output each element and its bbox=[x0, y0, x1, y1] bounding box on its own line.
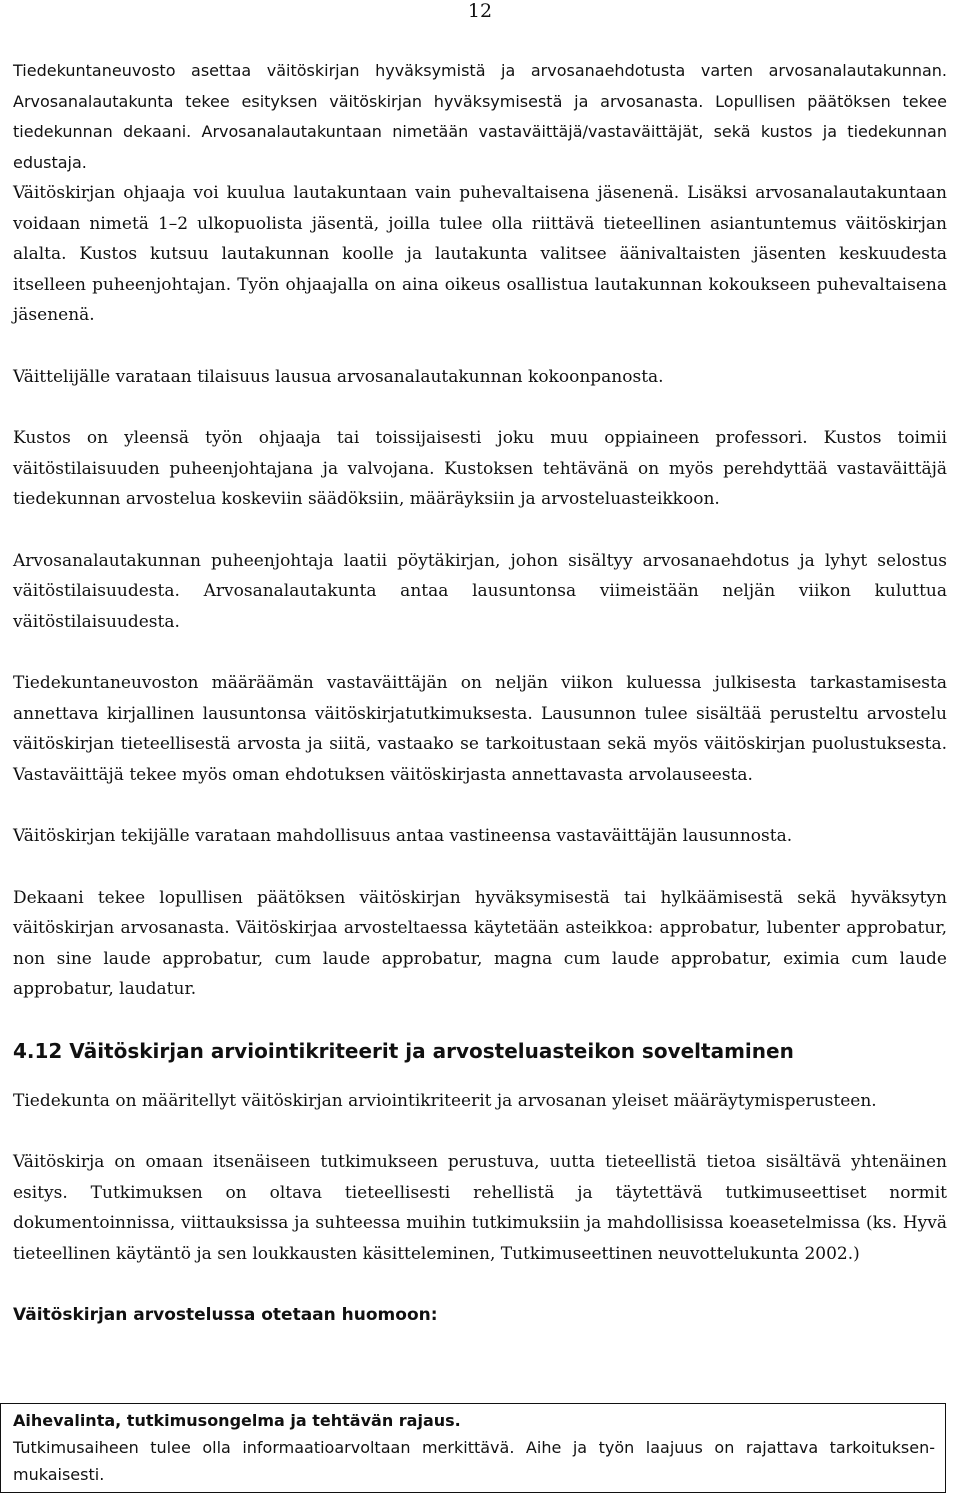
paragraph-gap bbox=[13, 1269, 947, 1300]
subheading-evaluation: Väitöskirjan arvostelussa otetaan huomoon: bbox=[13, 1305, 438, 1325]
document-body bbox=[13, 56, 947, 1330]
paragraph-gap bbox=[13, 1066, 947, 1086]
section-heading: 4.12 Väitöskirjan arviointikriteerit ja arvosteluasteikon soveltaminen bbox=[13, 1038, 794, 1063]
paragraph-gap bbox=[13, 392, 947, 423]
criteria-box-title: Aihevalinta, tutkimusongelma ja tehtävän rajaus. bbox=[13, 1411, 461, 1430]
paragraph-thesis-definition: Väitöskirja on omaan itsenäiseen tutkimukseen perustuva, uutta tieteellistä tietoa sisältävä yhtenäinen esitys. Tutkimuksen on oltava tieteellisesti rehellistä ja täytettävä tutkimuseettiset normit dokumentoinnissa, viittauksissa ja suhteessa muihin tutkimuksiin ja mahdollisissa koeasetelmissa (ks. Hyvä tieteellinen käytäntö ja sen loukkausten käsitteleminen, Tutkimuseettinen neuvottelukunta 2002.) bbox=[13, 1152, 947, 1264]
paragraph-kustos: Kustos on yleensä työn ohjaaja tai toissijaisesti joku muu oppiaineen professori. Kustos toimii väitöstilaisuuden puheenjohtajana ja valvojana. Kustoksen tehtävänä on myös perehdyttää vastaväittäjä tiedekunnan arvostelua koskeviin säädöksiin, määräyksiin ja arvosteluasteikkoon. bbox=[13, 428, 947, 509]
paragraph-committee-intro: Tiedekuntaneuvosto asettaa väitöskirjan hyväksymistä ja arvosanaehdotusta varten arvosanalautakunnan. Arvosanalautakunta tekee esityksen väitöskirjan hyväksymisestä ja arvosanasta. Lopullisen päätöksen tekee tiedekunnan dekaani. Arvosanalautakuntaan nimetään vastaväittäjä/vastaväittäjät, sekä kustos ja tiedekunnan edustaja. bbox=[13, 61, 947, 172]
paragraph-gap bbox=[13, 790, 947, 821]
criteria-box bbox=[0, 1403, 946, 1493]
paragraph-opponent-statement: Tiedekuntaneuvoston määräämän vastaväittäjän on neljän viikon kuluessa julkisesta tarkastamisesta annettava kirjallinen lausuntonsa väitöskirjatutkimuksesta. Lausunnon tulee sisältää perusteltu arvostelu väitöskirjan tieteellisestä arvosta ja siitä, vastaako se tarkoitustaan sekä myös väitöskirjan puolustuksesta. Vastaväittäjä tekee myös oman ehdotuksen väitöskirjasta annettavasta arvolauseesta. bbox=[13, 673, 947, 785]
paragraph-candidate-statement: Väittelijälle varataan tilaisuus lausua arvosanalautakunnan kokoonpanosta. bbox=[13, 366, 664, 387]
paragraph-chair-minutes: Arvosanalautakunnan puheenjohtaja laatii pöytäkirjan, johon sisältyy arvosanaehdotus ja lyhyt selostus väitöstilaisuudesta. Arvosanalautakunta antaa lausuntonsa viimeistään neljän viikon kuluttua väitöstilaisuudesta. bbox=[13, 550, 947, 632]
paragraph-gap bbox=[13, 331, 947, 362]
paragraph-gap bbox=[13, 852, 947, 883]
paragraph-gap bbox=[13, 1005, 947, 1036]
paragraph-gap bbox=[13, 515, 947, 546]
paragraph-criteria-intro: Tiedekunta on määritellyt väitöskirjan arviointikriteerit ja arvosanan yleiset määräytymisperusteen. bbox=[13, 1090, 877, 1111]
paragraph-author-response: Väitöskirjan tekijälle varataan mahdollisuus antaa vastineensa vastaväittäjän lausunnosta. bbox=[13, 826, 793, 846]
criteria-box-text: Tutkimusaiheen tulee olla informaatioarvoltaan merkittävä. Aihe ja työn laajuus on rajattava tarkoituksen-mukaisesti. bbox=[13, 1438, 935, 1484]
paragraph-committee-members: Väitöskirjan ohjaaja voi kuulua lautakuntaan vain puhevaltaisena jäsenenä. Lisäksi arvosanalautakuntaan voidaan nimetä 1–2 ulkopuolista jäsentä, joilla tulee olla riittävä tieteellinen asiantuntemus väitöskirjan alalta. Kustos kutsuu lautakunnan koolle ja lautakunta valitsee äänivaltaisten jäsenten keskuudesta itselleen puheenjohtajan. Työn ohjaajalla on aina oikeus osallistua lautakunnan kokoukseen puhevaltaisena jäsenenä. bbox=[13, 183, 947, 325]
paragraph-gap bbox=[13, 637, 947, 668]
paragraph-dean-decision: Dekaani tekee lopullisen päätöksen väitöskirjan hyväksymisestä tai hylkäämisestä sekä hyväksytyn väitöskirjan arvosanasta. Väitöskirjaa arvosteltaessa käytetään asteikkoa: approbatur, lubenter approbatur, non sine laude approbatur, cum laude approbatur, magna cum laude approbatur, eximia cum laude approbatur, laudatur. bbox=[13, 887, 947, 999]
page-number: 12 bbox=[467, 0, 493, 22]
paragraph-gap bbox=[13, 1116, 947, 1147]
